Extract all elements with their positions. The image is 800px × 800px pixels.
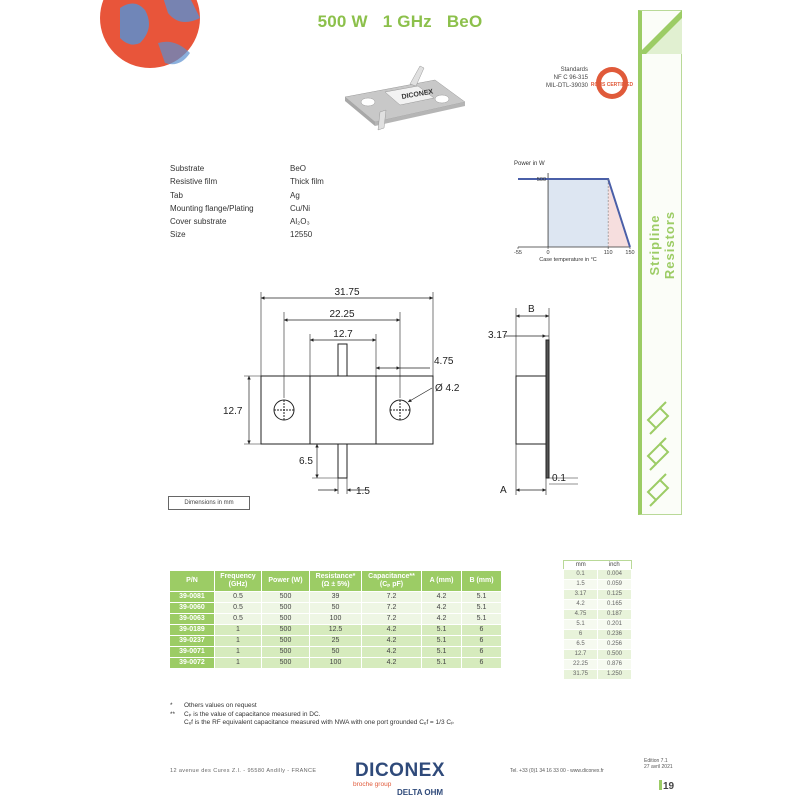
chart-title: Power in W	[514, 161, 545, 167]
col-header-frequency: Frequency (GHz)	[215, 571, 262, 592]
table-cell: 7.2	[362, 592, 422, 603]
logo-delta: DELTA OHM	[397, 788, 444, 797]
conversion-cell: 0.125	[598, 590, 632, 600]
conversion-cell: 1.250	[598, 670, 632, 680]
product-table	[169, 570, 502, 669]
footnote-mark: *	[170, 702, 173, 709]
diconex-logo	[345, 758, 455, 798]
sidebar-corner-decoration	[638, 10, 682, 54]
col-header-capacitance: Capacitance** (Cₚ pF)	[362, 571, 422, 592]
table-cell: 25	[310, 636, 362, 647]
spec-label: Cover substrate	[170, 217, 227, 227]
conversion-cell: 0.500	[598, 650, 632, 660]
table-cell: 4.2	[422, 614, 462, 625]
resistor-product-image	[340, 62, 470, 132]
table-cell: 39-0071	[170, 647, 215, 658]
conversion-cell: 31.75	[564, 670, 598, 680]
spec-value: Cu/Ni	[290, 203, 311, 213]
dim-height: 12.7	[223, 406, 243, 417]
logo-sub: broche group	[353, 781, 392, 788]
title-power: 500 W	[317, 12, 368, 31]
table-cell: 5.1	[462, 603, 502, 614]
dim-side-thickness: 3.17	[488, 330, 508, 341]
dimension-drawing	[200, 280, 600, 510]
dim-tab-offset: 4.75	[434, 356, 454, 367]
conversion-cell: 6.5	[564, 640, 598, 650]
side-view-tab	[546, 340, 549, 478]
conversion-cell: 6	[564, 630, 598, 640]
dim-hole-diameter: Ø 4.2	[435, 383, 460, 394]
conversion-row	[564, 640, 632, 650]
conversion-cell: 4.75	[564, 610, 598, 620]
table-cell: 6	[462, 625, 502, 636]
table-row	[170, 658, 502, 669]
table-cell: 4.2	[362, 658, 422, 669]
side-view-body	[516, 376, 546, 444]
table-cell: 1	[215, 658, 262, 669]
table-cell: 6	[462, 636, 502, 647]
conversion-cell: 0.1	[564, 570, 598, 580]
conversion-cell: 0.165	[598, 600, 632, 610]
conversion-row	[564, 660, 632, 670]
chart-y-tick-label: 500	[536, 177, 547, 183]
dim-side-a: A	[500, 485, 507, 496]
conversion-table	[563, 560, 632, 680]
table-cell: 39-0060	[170, 603, 215, 614]
table-cell: 39-0237	[170, 636, 215, 647]
table-cell: 12.5	[310, 625, 362, 636]
spec-row	[170, 162, 380, 175]
col-header-b: B (mm)	[462, 571, 502, 592]
spec-row	[170, 215, 380, 228]
page-number-value: 19	[663, 781, 675, 792]
chart-x-tick-label: 110	[603, 250, 613, 256]
table-cell: 100	[310, 658, 362, 669]
footnote-text: Cₑf is the RF equivalent capacitance measured with NWA with one port grounded Cₑf = 1/3 Cₚ	[184, 719, 454, 726]
sidebar-title: Stripline Resistors	[647, 210, 677, 280]
table-header-row	[170, 571, 502, 592]
table-cell: 500	[262, 592, 310, 603]
conversion-cell: 22.25	[564, 660, 598, 670]
table-cell: 0.5	[215, 592, 262, 603]
table-cell: 5.1	[422, 647, 462, 658]
conversion-cell: 0.004	[598, 570, 632, 580]
conversion-row	[564, 620, 632, 630]
table-cell: 5.1	[422, 636, 462, 647]
spec-row	[170, 202, 380, 215]
table-cell: 6	[462, 647, 502, 658]
table-cell: 100	[310, 614, 362, 625]
conversion-cell: 0.876	[598, 660, 632, 670]
conversion-row	[564, 600, 632, 610]
table-cell: 500	[262, 636, 310, 647]
spec-label: Tab	[170, 190, 183, 200]
edition-date: 27 avril 2021	[644, 764, 673, 770]
col-header-pn: P/N	[170, 571, 215, 592]
spec-label: Size	[170, 230, 186, 240]
title-material: BeO	[446, 12, 483, 31]
table-cell: 1	[215, 636, 262, 647]
spec-label: Resistive film	[170, 177, 218, 187]
derating-chart	[500, 155, 635, 265]
table-cell: 39-0189	[170, 625, 215, 636]
footnote-text: Cₚ is the value of capacitance measured in DC.	[184, 710, 321, 718]
table-cell: 5.1	[462, 614, 502, 625]
table-cell: 0.5	[215, 603, 262, 614]
table-cell: 500	[262, 625, 310, 636]
footer-contact: Tel. +33 (0)1 34 16 33 00 - www.diconex.fr	[510, 768, 604, 774]
logo-main: DICONEX	[354, 760, 446, 781]
table-cell: 50	[310, 603, 362, 614]
conversion-cell: 0.187	[598, 610, 632, 620]
table-cell: 39-0081	[170, 592, 215, 603]
dim-side-b: B	[528, 304, 535, 315]
table-row	[170, 636, 502, 647]
table-cell: 5.1	[422, 658, 462, 669]
title-frequency: 1 GHz	[382, 12, 432, 31]
chart-area	[548, 179, 608, 247]
conversion-cell: 0.236	[598, 630, 632, 640]
dim-overall-length: 31.75	[334, 287, 360, 298]
dim-tab-width: 1.5	[356, 486, 370, 497]
conversion-cell: 12.7	[564, 650, 598, 660]
page-number	[659, 780, 674, 792]
table-cell: 6	[462, 658, 502, 669]
chart-x-tick-label: 0	[546, 250, 550, 256]
table-cell: 4.2	[362, 647, 422, 658]
conversion-header-inch: inch	[608, 562, 620, 568]
spec-row	[170, 189, 380, 202]
table-cell: 4.2	[422, 592, 462, 603]
dim-side-tab: 0.1	[552, 473, 566, 484]
resistor-icons	[642, 398, 678, 508]
footnote	[170, 702, 454, 711]
conversion-header-row	[564, 561, 632, 570]
conversion-cell: 3.17	[564, 590, 598, 600]
spec-row	[170, 228, 380, 241]
table-row	[170, 614, 502, 625]
footer-address: 12 avenue des Cures Z.I. - 95580 Andilly - FRANCE	[170, 768, 317, 774]
conversion-row	[564, 590, 632, 600]
spec-value: Al₂O₃	[290, 217, 310, 227]
spec-value: Ag	[290, 190, 300, 200]
standards-line: Standards	[560, 67, 588, 73]
spec-label: Mounting flange/Plating	[170, 203, 254, 213]
conversion-cell: 1.5	[564, 580, 598, 590]
footnotes	[170, 702, 454, 728]
table-row	[170, 647, 502, 658]
units-note: Dimensions in mm	[168, 496, 250, 510]
conversion-header-mm: mm	[575, 562, 586, 568]
table-row	[170, 592, 502, 603]
table-cell: 500	[262, 603, 310, 614]
table-cell: 0.5	[215, 614, 262, 625]
conversion-cell: 0.201	[598, 620, 632, 630]
chart-x-tick-label: -55	[514, 250, 522, 256]
col-header-a: A (mm)	[422, 571, 462, 592]
dim-body-width: 12.7	[333, 329, 353, 340]
table-cell: 500	[262, 647, 310, 658]
footnote-mark	[170, 719, 184, 728]
conversion-cell: 5.1	[564, 620, 598, 630]
conversion-row	[564, 670, 632, 680]
col-header-resistance: Resistance* (Ω ± 5%)	[310, 571, 362, 592]
conversion-cell: 0.059	[598, 580, 632, 590]
footnote-text: Others values on request	[184, 702, 257, 709]
footer-edition	[644, 758, 673, 770]
spec-list	[170, 162, 380, 242]
bottom-tab	[338, 444, 347, 478]
rohs-badge	[590, 66, 634, 100]
conversion-row	[564, 630, 632, 640]
conversion-row	[564, 610, 632, 620]
footnote-mark: **	[170, 710, 176, 718]
table-cell: 1	[215, 647, 262, 658]
footnote	[170, 719, 454, 728]
spec-value: Thick film	[290, 177, 324, 187]
table-cell: 1	[215, 625, 262, 636]
page-number-bar	[659, 780, 662, 790]
conversion-row	[564, 650, 632, 660]
table-row	[170, 603, 502, 614]
top-tab	[338, 344, 347, 376]
table-cell: 4.2	[362, 625, 422, 636]
table-cell: 500	[262, 658, 310, 669]
table-cell: 39-0072	[170, 658, 215, 669]
table-cell: 5.1	[462, 592, 502, 603]
product-brand: DICONEX	[401, 88, 434, 101]
chart-x-tick-label: 150	[625, 250, 635, 256]
standards-line: NF C 96-315	[553, 75, 588, 81]
table-cell: 39-0063	[170, 614, 215, 625]
rohs-badge-text: ROHS CERTIFIED	[590, 82, 634, 88]
spec-label: Substrate	[170, 164, 205, 173]
col-header-power: Power (W)	[262, 571, 310, 592]
edition-number: Edition 7.1	[644, 758, 668, 764]
conversion-cell: 4.2	[564, 600, 598, 610]
conversion-row	[564, 570, 632, 580]
spec-value: 12550	[290, 230, 313, 240]
table-cell: 7.2	[362, 614, 422, 625]
conversion-cell: 0.256	[598, 640, 632, 650]
table-cell: 7.2	[362, 603, 422, 614]
standards-line: MIL-DTL-39030	[545, 83, 588, 89]
conversion-row	[564, 580, 632, 590]
footnote	[170, 711, 454, 720]
standards-block	[520, 66, 588, 90]
table-cell: 50	[310, 647, 362, 658]
spec-row	[170, 175, 380, 188]
dim-hole-spacing: 22.25	[329, 309, 355, 320]
table-row	[170, 625, 502, 636]
table-cell: 4.2	[362, 636, 422, 647]
table-cell: 4.2	[422, 603, 462, 614]
chart-x-label: Case temperature in °C	[539, 257, 597, 263]
table-cell: 500	[262, 614, 310, 625]
table-cell: 5.1	[422, 625, 462, 636]
dim-tab-length: 6.5	[299, 456, 313, 467]
table-cell: 39	[310, 592, 362, 603]
spec-value: BeO	[290, 164, 307, 173]
